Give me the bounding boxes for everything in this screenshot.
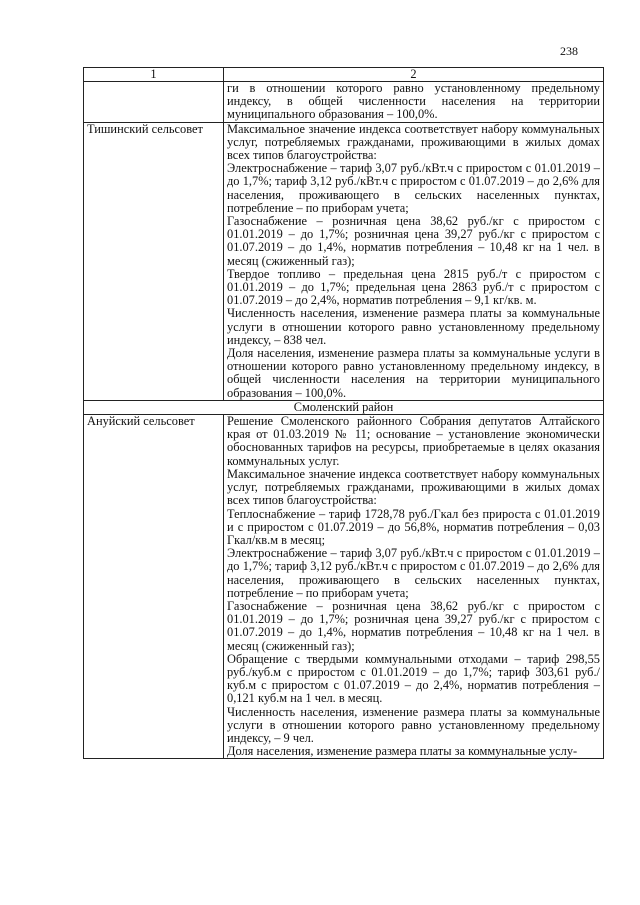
paragraph: Численность населения, изменение размера платы за коммунальные услуги в отношении которого равно установленному предельному индексу, – 838 чел. <box>227 306 600 347</box>
paragraph: Максимальное значение индекса соответствует набору коммунальных услуг, потребляемых гражданами, проживающими в жилых домах всех типов благоустройства: <box>227 121 600 163</box>
paragraph: Газоснабжение – розничная цена 38,62 руб./кг с приростом с 01.01.2019 – до 1,7%; розничная цена 39,27 руб./кг с приростом с 01.07.2019 – до 1,4%, норматив потребления – 10,48 кг на 1 чел. в месяц (сжиженный газ); <box>227 214 600 268</box>
table-header-row <box>84 68 604 82</box>
paragraph: Доля населения, изменение размера платы за коммунальные услуги в отношении которого равно установленному предельному индексу, в общей численности населения на территории муниципального образования – 100,0%. <box>227 346 600 400</box>
table-row <box>84 415 604 759</box>
paragraph: ги в отношении которого равно установленному предельному индексу, в общей численности населения на территории муниципального образования – 100,0%. <box>227 81 600 122</box>
column-header-2: 2 <box>224 68 604 82</box>
section-title: Смоленский район <box>84 400 604 414</box>
document-table <box>83 67 604 759</box>
description-cell <box>224 122 604 400</box>
paragraph: Максимальное значение индекса соответствует набору коммунальных услуг, потребляемых гражданами, проживающими в жилых домах всех типов благоустройства: <box>227 466 600 508</box>
table-row <box>84 122 604 400</box>
paragraph: Теплоснабжение – тариф 1728,78 руб./Гкал без прироста с 01.01.2019 и с приростом с 01.07.2019 – до 56,8%, норматив потребления – 0,03 Гкал/кв.м в месяц; <box>227 506 600 547</box>
paragraph: Газоснабжение – розничная цена 38,62 руб./кг с приростом с 01.01.2019 – до 1,7%; розничная цена 39,27 руб./кг с приростом с 01.07.2019 – до 1,4%, норматив потребления – 10,48 кг на 1 чел. в месяц (сжиженный газ); <box>227 598 600 653</box>
description-cell <box>224 82 604 123</box>
paragraph: Электроснабжение – тариф 3,07 руб./кВт.ч с приростом с 01.01.2019 – до 1,7%; тариф 3,12 руб./кВт.ч с приростом с 01.07.2019 – до 2,6% для населения, проживающего в сельских населенных пунктах, потребление – по приборам учета; <box>227 546 600 600</box>
page-number: 238 <box>560 44 578 58</box>
section-row <box>84 400 604 414</box>
paragraph: Решение Смоленского районного Собрания депутатов Алтайского края от 01.03.2019 № 11; основание – установление экономически обоснованных тарифов на ресурсы, приобретаемые в целях оказания коммунальных услуг. <box>227 414 600 468</box>
paragraph: Электроснабжение – тариф 3,07 руб./кВт.ч с приростом с 01.01.2019 – до 1,7%; тариф 3,12 руб./кВт.ч с приростом с 01.07.2019 – до 2,6% для населения, проживающего в сельских населенных пунктах, потребление – по приборам учета; <box>227 161 600 215</box>
paragraph: Доля населения, изменение размера платы за коммунальные услу- <box>227 744 578 759</box>
table-row <box>84 82 604 123</box>
paragraph: Численность населения, изменение размера платы за коммунальные услуги в отношении которого равно установленному предельному индексу, – 9 чел. <box>227 704 600 745</box>
municipality-name <box>84 82 224 123</box>
municipality-name: Тишинский сельсовет <box>84 122 224 400</box>
paragraph: Твердое топливо – предельная цена 2815 руб./т с приростом с 01.01.2019 – до 1,7%; предельная цена 2863 руб./т с приростом с 01.07.2019 – до 2,4%, норматив потребления – 9,1 кг/кв. м. <box>227 266 600 308</box>
paragraph: Обращение с твердыми коммунальными отходами – тариф 298,55 руб./куб.м с приростом с 01.01.2019 – до 1,7%; тариф 303,61 руб./куб.м с приростом с 01.07.2019 – до 2,4%, норматив потребления – 0,121 куб.м на 1 чел. в месяц. <box>227 651 600 706</box>
table-body <box>84 82 604 759</box>
column-header-1: 1 <box>84 68 224 82</box>
description-cell <box>224 415 604 759</box>
municipality-name: Ануйский сельсовет <box>84 415 224 759</box>
